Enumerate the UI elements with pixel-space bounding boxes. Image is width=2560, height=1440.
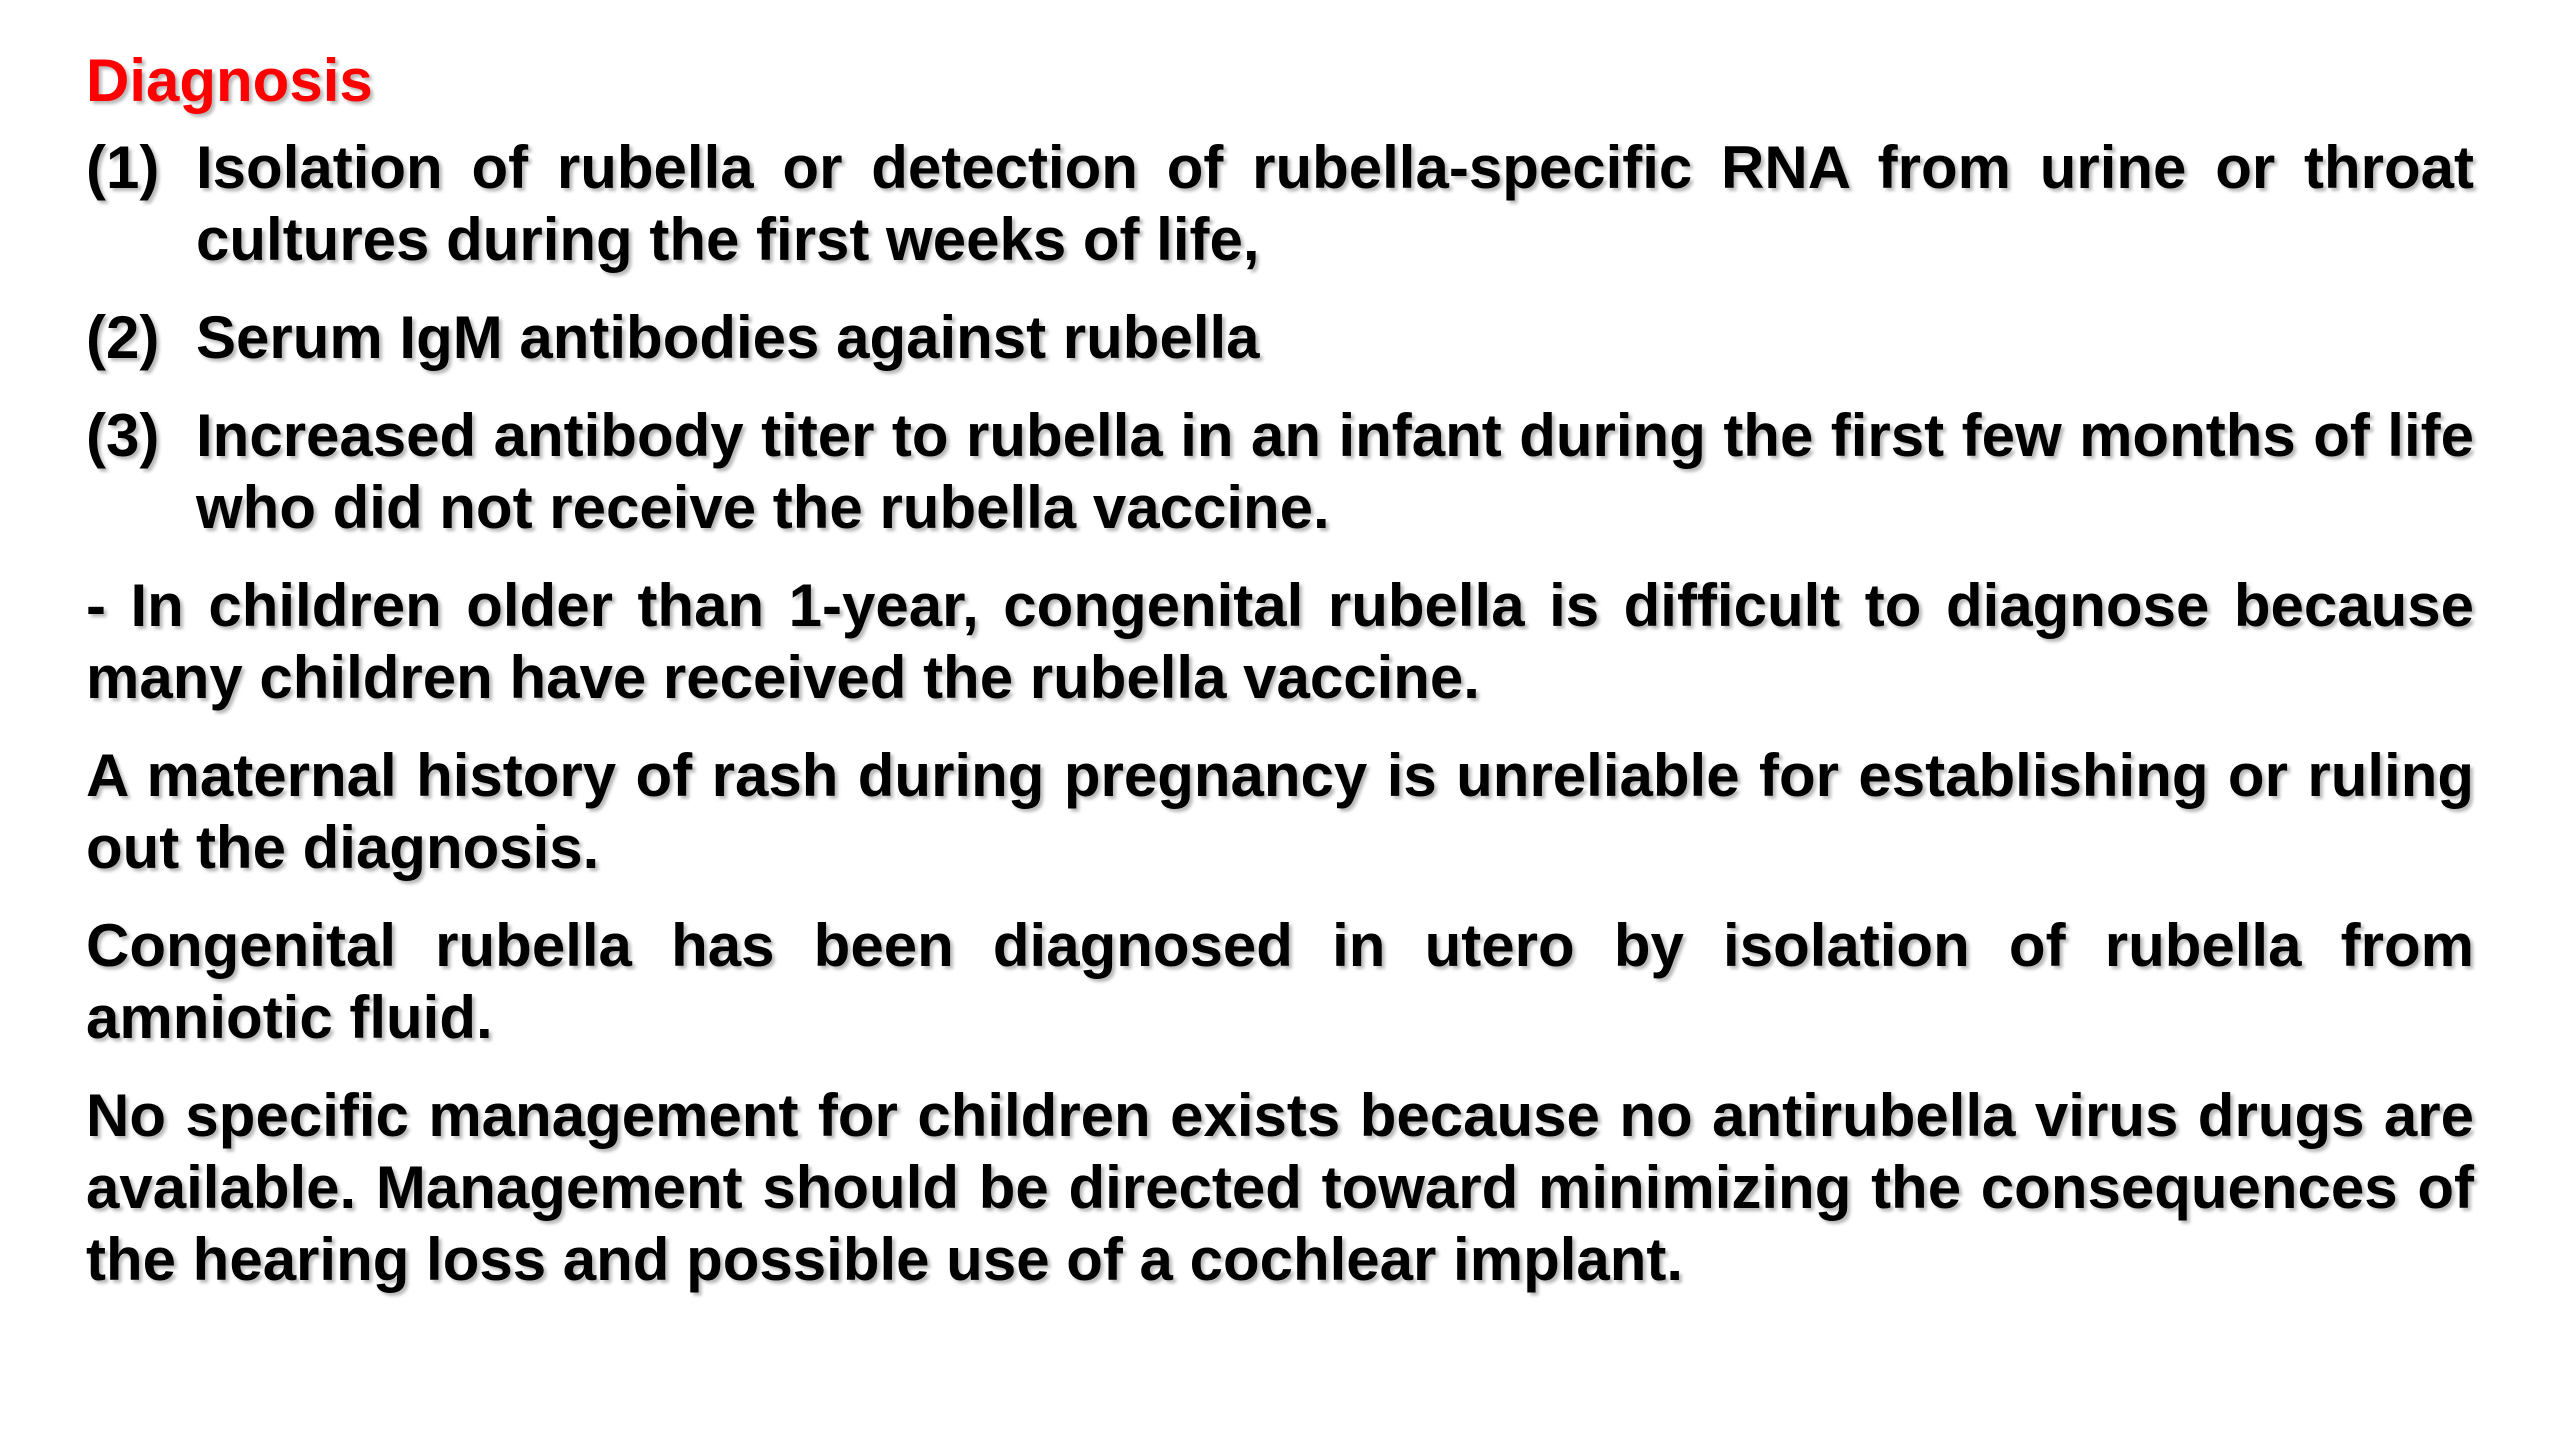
diagnosis-criteria-list: [86, 132, 2474, 544]
list-item-text: Serum IgM antibodies against rubella: [196, 304, 1260, 371]
list-item-number: (3): [86, 402, 160, 469]
list-item-number: (1): [86, 134, 160, 201]
paragraph-older-children: - In children older than 1-year, congenital rubella is difficult to diagnose because many children have received the rubella vaccine.: [86, 572, 2474, 711]
list-item-number: (2): [86, 304, 160, 371]
list-item: [86, 132, 2474, 276]
paragraph-maternal-history: A maternal history of rash during pregnancy is unreliable for establishing or ruling out the diagnosis.: [86, 742, 2474, 881]
paragraph-management: No specific management for children exists because no antirubella virus drugs are available. Management should be directed toward minimizing the consequences of the hearing loss and possible use of a cochlear implant.: [86, 1082, 2474, 1293]
list-item: [86, 400, 2474, 544]
list-item-text: Isolation of rubella or detection of rubella-specific RNA from urine or throat cultures during the first weeks of life,: [196, 134, 2474, 273]
paragraph-in-utero-diagnosis: Congenital rubella has been diagnosed in utero by isolation of rubella from amniotic fluid.: [86, 912, 2474, 1051]
slide-title: Diagnosis: [86, 47, 373, 114]
list-item-text: Increased antibody titer to rubella in an infant during the first few months of life who did not receive the rubella vaccine.: [196, 402, 2474, 541]
list-item: [86, 302, 2474, 374]
